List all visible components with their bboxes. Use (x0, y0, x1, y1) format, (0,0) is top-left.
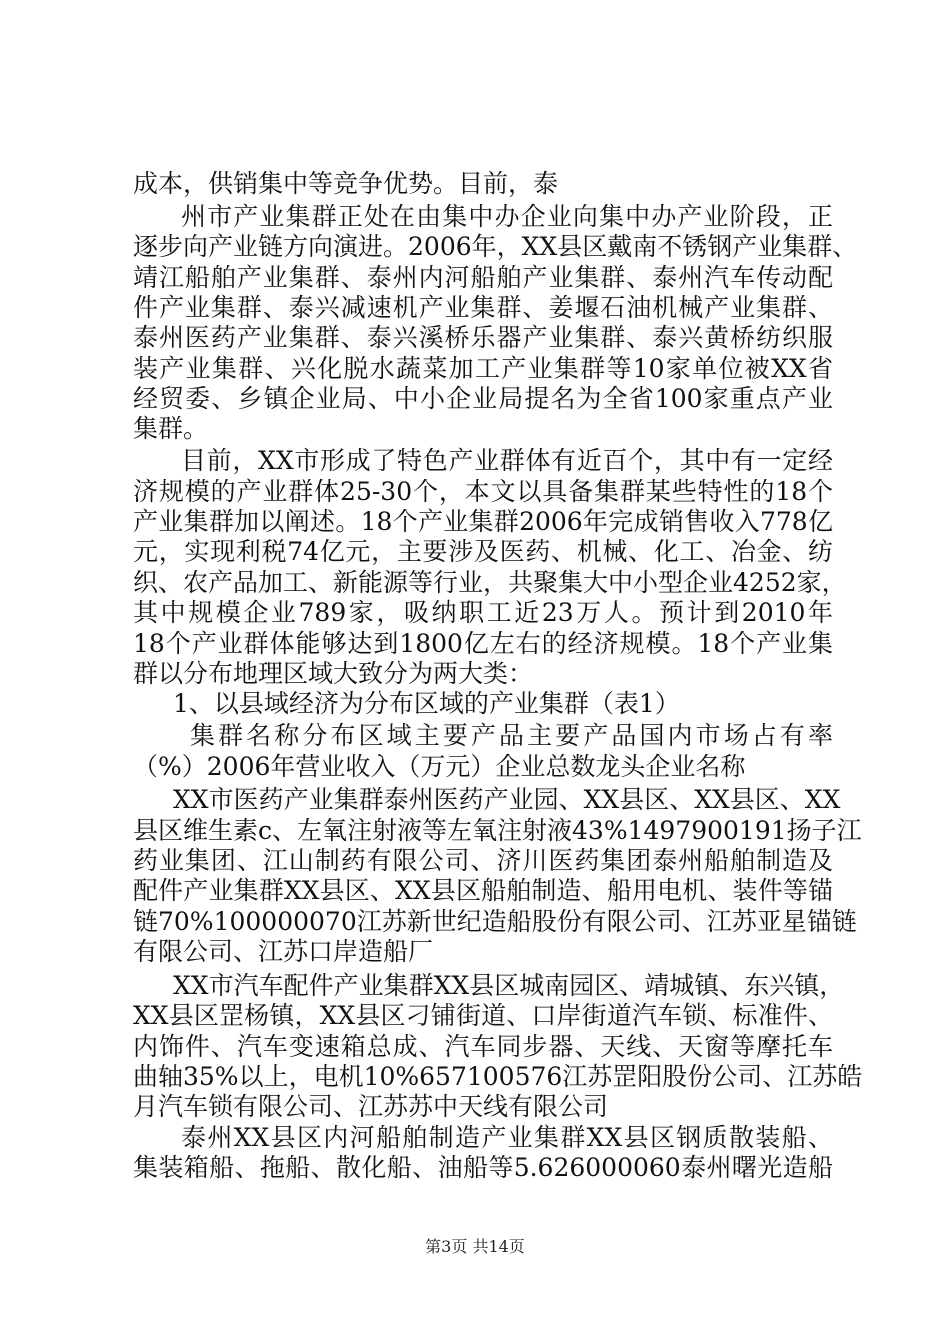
page-footer: 第3页 共14页 (425, 1237, 525, 1256)
text-line: 目前，XX市形成了特色产业群体有近百个，其中有一定经 (181, 446, 833, 475)
section-heading: 1、以县域经济为分布区域的产业集群（表1） (173, 689, 680, 718)
text-line: 18个产业群体能够达到1800亿左右的经济规模。18个产业集 (133, 629, 833, 658)
table-row-line: 集装箱船、拖船、散化船、油船等5.626000060泰州曙光造船 (133, 1153, 833, 1182)
table-row-line: 药业集团、江山制药有限公司、济川医药集团泰州船舶制造及 (133, 846, 833, 875)
table-row-line: 链70%100000070江苏新世纪造船股份有限公司、江苏亚星锚链 (133, 907, 857, 936)
text-line: 元，实现利税74亿元，主要涉及医药、机械、化工、冶金、纺 (133, 537, 833, 566)
text-line: 其中规模企业789家，吸纳职工近23万人。预计到2010年 (133, 598, 833, 627)
table-row-line: 县区维生素c、左氧注射液等左氧注射液43%1497900191扬子江 (133, 816, 862, 845)
text-line: 集群。 (133, 414, 209, 443)
text-line: 经贸委、乡镇企业局、中小企业局提名为全省100家重点产业 (133, 384, 833, 413)
text-line: 群以分布地理区域大致分为两大类： (133, 659, 534, 688)
table-row-line: 有限公司、江苏口岸造船厂 (133, 937, 434, 966)
text-line: 泰州医药产业集群、泰兴溪桥乐器产业集群、泰兴黄桥纺织服 (133, 323, 833, 352)
text-line: 成本，供销集中等竞争优势。目前，泰 (133, 169, 559, 198)
table-row-line: 曲轴35%以上，电机10%657100576江苏罡阳股份公司、江苏皓 (133, 1062, 863, 1091)
table-row-line: 泰州XX县区内河船舶制造产业集群XX县区钢质散装船、 (181, 1123, 833, 1152)
table-row-line: 内饰件、汽车变速箱总成、汽车同步器、天线、天窗等摩托车 (133, 1032, 833, 1061)
text-line: 织、农产品加工、新能源等行业，共聚集大中小型企业4252家， (133, 568, 847, 597)
text-line: 济规模的产业群体25-30个，本文以具备集群某些特性的18个 (133, 477, 833, 506)
table-row-line: XX市汽车配件产业集群XX县区城南园区、靖城镇、东兴镇， (173, 971, 845, 1000)
text-line: 逐步向产业链方向演进。2006年，XX县区戴南不锈钢产业集群、 (133, 232, 858, 261)
text-line: 装产业集群、兴化脱水蔬菜加工产业集群等10家单位被XX省 (133, 354, 833, 383)
table-header-line: 集群名称分布区域主要产品主要产品国内市场占有率 (190, 721, 833, 750)
table-header-line: （%）2006年营业收入（万元）企业总数龙头企业名称 (133, 752, 746, 781)
text-line: 件产业集群、泰兴减速机产业集群、姜堰石油机械产业集群、 (133, 293, 833, 322)
table-row-line: XX县区罡杨镇，XX县区刁铺街道、口岸街道汽车锁、标准件、 (133, 1001, 833, 1030)
text-line: 靖江船舶产业集群、泰州内河船舶产业集群、泰州汽车传动配 (133, 263, 833, 292)
table-row-line: 月汽车锁有限公司、江苏苏中天线有限公司 (133, 1092, 609, 1121)
text-line: 产业集群加以阐述。18个产业集群2006年完成销售收入778亿 (133, 507, 833, 536)
text-line: 州市产业集群正处在由集中办企业向集中办产业阶段，正 (181, 202, 833, 231)
table-row-line: 配件产业集群XX县区、XX县区船舶制造、船用电机、装件等锚 (133, 876, 833, 905)
table-row-line: XX市医药产业集群泰州医药产业园、XX县区、XX县区、XX (173, 785, 841, 814)
